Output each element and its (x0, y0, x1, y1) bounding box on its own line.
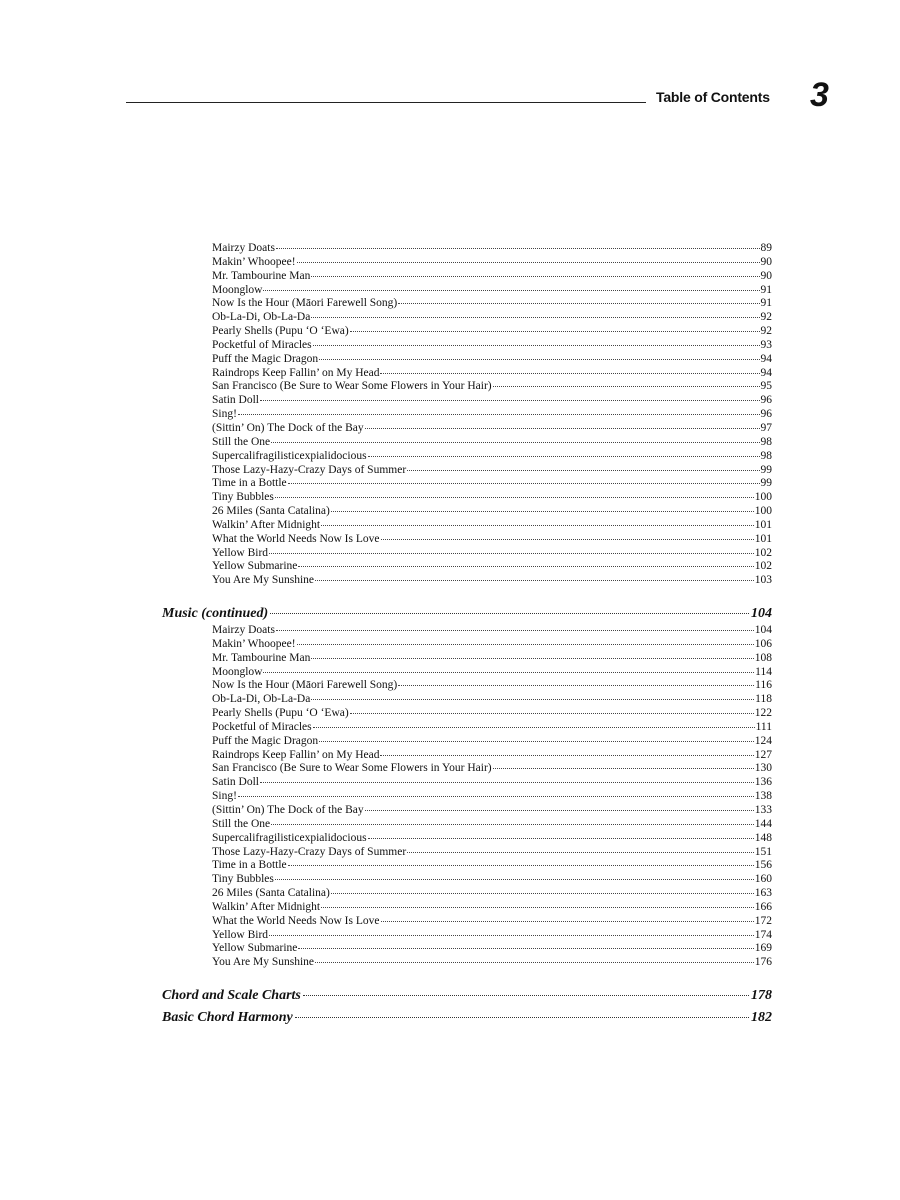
dot-leader (331, 893, 754, 894)
toc-entry (212, 284, 772, 298)
dot-leader (303, 995, 749, 996)
entry-page: 172 (754, 914, 772, 927)
toc-entry (212, 624, 772, 638)
entry-page: 92 (760, 325, 772, 338)
entry-title: 26 Miles (Santa Catalina) (212, 505, 330, 518)
entry-title: Time in a Bottle (212, 477, 287, 490)
entry-title: Tiny Bubbles (212, 873, 274, 886)
toc-entry (212, 679, 772, 693)
entry-title: Yellow Bird (212, 928, 269, 941)
toc-list-second (212, 624, 772, 970)
dot-leader (271, 824, 754, 825)
entry-page: 92 (760, 311, 772, 324)
header-title: Table of Contents (656, 89, 770, 105)
entry-page: 148 (754, 831, 772, 844)
toc-entry (212, 915, 772, 929)
section-basic-harmony (162, 1010, 772, 1026)
section-page: 178 (751, 988, 772, 1003)
toc-entry (212, 762, 772, 776)
dot-leader (365, 428, 760, 429)
entry-title: Time in a Bottle (212, 859, 287, 872)
dot-leader (381, 539, 754, 540)
entry-title: Mr. Tambourine Man (212, 651, 311, 664)
entry-page: 163 (754, 887, 772, 900)
toc-entry (212, 560, 772, 574)
dot-leader (319, 359, 759, 360)
dot-leader (288, 865, 754, 866)
entry-title: Raindrops Keep Fallin’ on My Head (212, 748, 380, 761)
entry-title: Puff the Magic Dragon (212, 352, 319, 365)
dot-leader (313, 727, 755, 728)
entry-title: Moonglow (212, 665, 263, 678)
entry-page: 96 (760, 408, 772, 421)
entry-page: 99 (760, 477, 772, 490)
toc-entry (212, 749, 772, 763)
entry-page: 98 (760, 435, 772, 448)
entry-title: Supercalifragilisticexpialidocious (212, 449, 367, 462)
entry-title: Supercalifragilisticexpialidocious (212, 831, 367, 844)
entry-page: 108 (754, 651, 772, 664)
entry-title: Now Is the Hour (Māori Farewell Song) (212, 297, 398, 310)
entry-page: 160 (754, 873, 772, 886)
entry-title: You Are My Sunshine (212, 574, 315, 587)
entry-title: Mairzy Doats (212, 242, 275, 254)
toc-entry (212, 721, 772, 735)
entry-title: Pocketful of Miracles (212, 720, 312, 733)
dot-leader (368, 838, 754, 839)
dot-leader (260, 400, 760, 401)
entry-title: Satin Doll (212, 394, 259, 407)
toc-entry (212, 380, 772, 394)
toc-entry (212, 638, 772, 652)
entry-title: You Are My Sunshine (212, 956, 315, 969)
entry-title: Pocketful of Miracles (212, 338, 312, 351)
dot-leader (263, 672, 754, 673)
entry-page: 144 (754, 817, 772, 830)
entry-page: 114 (755, 665, 772, 678)
entry-title: Mr. Tambourine Man (212, 269, 311, 282)
dot-leader (331, 511, 754, 512)
entry-title: Pearly Shells (Pupu ‘O ‘Ewa) (212, 707, 349, 720)
entry-title: Satin Doll (212, 776, 259, 789)
section-music (162, 606, 772, 622)
dot-leader (313, 345, 760, 346)
dot-leader (297, 262, 760, 263)
section-title: Music (continued) (162, 606, 269, 621)
entry-page: 118 (755, 693, 772, 706)
dot-leader (398, 303, 759, 304)
entry-title: Sing! (212, 790, 237, 803)
toc-entry (212, 394, 772, 408)
entry-title: (Sittin’ On) The Dock of the Bay (212, 803, 364, 816)
toc-entry (212, 436, 772, 450)
toc-entry (212, 533, 772, 547)
entry-page: 90 (760, 255, 772, 268)
entry-page: 101 (754, 518, 772, 531)
entry-title: San Francisco (Be Sure to Wear Some Flowers in Your Hair) (212, 380, 492, 393)
entry-page: 98 (760, 449, 772, 462)
entry-page: 97 (760, 421, 772, 434)
dot-leader (321, 525, 754, 526)
entry-page: 94 (760, 366, 772, 379)
entry-page: 96 (760, 394, 772, 407)
entry-page: 99 (760, 463, 772, 476)
toc-entry (212, 505, 772, 519)
toc-list-first (212, 242, 772, 588)
entry-title: Tiny Bubbles (212, 491, 274, 504)
entry-page: 104 (754, 624, 772, 636)
toc-entry (212, 887, 772, 901)
toc-entry (212, 707, 772, 721)
dot-leader (407, 852, 754, 853)
entry-page: 136 (754, 776, 772, 789)
dot-leader (407, 470, 759, 471)
entry-page: 93 (760, 338, 772, 351)
dot-leader (298, 948, 753, 949)
dot-leader (311, 317, 759, 318)
toc-entry (212, 339, 772, 353)
entry-title: Yellow Submarine (212, 560, 298, 573)
entry-page: 166 (754, 900, 772, 913)
entry-page: 176 (754, 956, 772, 969)
entry-page: 174 (754, 928, 772, 941)
dot-leader (381, 921, 754, 922)
entry-title: Ob-La-Di, Ob-La-Da (212, 693, 311, 706)
toc-entry (212, 547, 772, 561)
section-chord-charts (162, 988, 772, 1004)
toc-entry (212, 818, 772, 832)
header-rule (126, 102, 646, 103)
dot-leader (288, 483, 760, 484)
toc-entry (212, 776, 772, 790)
toc-entry (212, 846, 772, 860)
entry-page: 124 (754, 734, 772, 747)
dot-leader (298, 566, 753, 567)
toc-entry (212, 804, 772, 818)
entry-page: 116 (755, 679, 772, 692)
entry-title: Those Lazy-Hazy-Crazy Days of Summer (212, 845, 407, 858)
toc-entry (212, 408, 772, 422)
toc-entry (212, 735, 772, 749)
dot-leader (365, 810, 754, 811)
toc-entry (212, 929, 772, 943)
toc-entry (212, 832, 772, 846)
dot-leader (269, 935, 754, 936)
entry-page: 106 (754, 637, 772, 650)
toc-entry (212, 901, 772, 915)
entry-title: What the World Needs Now Is Love (212, 914, 380, 927)
entry-page: 133 (754, 803, 772, 816)
entry-title: Makin’ Whoopee! (212, 255, 296, 268)
entry-title: Puff the Magic Dragon (212, 734, 319, 747)
dot-leader (350, 713, 754, 714)
entry-title: Yellow Submarine (212, 942, 298, 955)
toc-entry (212, 693, 772, 707)
toc-entry (212, 450, 772, 464)
page-number: 3 (810, 76, 829, 114)
entry-page: 130 (754, 762, 772, 775)
toc-entry (212, 464, 772, 478)
entry-page: 100 (754, 491, 772, 504)
entry-title: Those Lazy-Hazy-Crazy Days of Summer (212, 463, 407, 476)
toc-entry (212, 652, 772, 666)
entry-page: 102 (754, 560, 772, 573)
entry-page: 127 (754, 748, 772, 761)
toc-entry (212, 942, 772, 956)
toc-entry (212, 666, 772, 680)
toc-entry (212, 353, 772, 367)
entry-title: Ob-La-Di, Ob-La-Da (212, 311, 311, 324)
toc-entry (212, 242, 772, 256)
dot-leader (380, 373, 759, 374)
toc-entry (212, 491, 772, 505)
dot-leader (398, 685, 754, 686)
dot-leader (269, 553, 754, 554)
entry-title: 26 Miles (Santa Catalina) (212, 887, 330, 900)
toc-entry (212, 297, 772, 311)
entry-title: Makin’ Whoopee! (212, 637, 296, 650)
dot-leader (260, 782, 754, 783)
entry-title: What the World Needs Now Is Love (212, 532, 380, 545)
entry-title: Yellow Bird (212, 546, 269, 559)
dot-leader (321, 907, 754, 908)
dot-leader (350, 331, 760, 332)
entry-title: Pearly Shells (Pupu ‘O ‘Ewa) (212, 325, 349, 338)
dot-leader (493, 386, 760, 387)
entry-page: 94 (760, 352, 772, 365)
dot-leader (263, 290, 759, 291)
entry-title: Still the One (212, 435, 271, 448)
dot-leader (297, 644, 754, 645)
entry-title: Mairzy Doats (212, 624, 275, 636)
dot-leader (238, 796, 754, 797)
dot-leader (295, 1017, 749, 1018)
toc-entry (212, 256, 772, 270)
toc-entry (212, 519, 772, 533)
dot-leader (276, 248, 760, 249)
entry-page: 169 (754, 942, 772, 955)
dot-leader (275, 497, 754, 498)
entry-page: 102 (754, 546, 772, 559)
dot-leader (368, 456, 760, 457)
dot-leader (311, 699, 754, 700)
dot-leader (275, 879, 754, 880)
toc-entry (212, 311, 772, 325)
toc-entry (212, 956, 772, 970)
dot-leader (311, 276, 759, 277)
section-title: Chord and Scale Charts (162, 988, 301, 1003)
dot-leader (311, 658, 753, 659)
toc-entry (212, 859, 772, 873)
dot-leader (315, 962, 754, 963)
toc-entry (212, 325, 772, 339)
entry-page: 138 (754, 790, 772, 803)
entry-title: Moonglow (212, 283, 263, 296)
toc-entry (212, 790, 772, 804)
toc-entry (212, 270, 772, 284)
entry-title: Walkin’ After Midnight (212, 518, 321, 531)
entry-page: 156 (754, 859, 772, 872)
entry-title: Sing! (212, 408, 237, 421)
dot-leader (315, 580, 754, 581)
toc-entry (212, 367, 772, 381)
dot-leader (319, 741, 754, 742)
section-page: 182 (751, 1010, 772, 1025)
dot-leader (380, 755, 753, 756)
dot-leader (270, 613, 749, 614)
toc-entry (212, 873, 772, 887)
dot-leader (271, 442, 759, 443)
entry-title: Walkin’ After Midnight (212, 900, 321, 913)
entry-title: Raindrops Keep Fallin’ on My Head (212, 366, 380, 379)
entry-page: 111 (755, 720, 772, 733)
entry-page: 122 (754, 707, 772, 720)
toc-entry (212, 422, 772, 436)
dot-leader (276, 630, 754, 631)
entry-title: San Francisco (Be Sure to Wear Some Flowers in Your Hair) (212, 762, 492, 775)
entry-title: Still the One (212, 817, 271, 830)
toc-entry (212, 574, 772, 588)
entry-page: 89 (760, 242, 772, 254)
toc-entry (212, 477, 772, 491)
entry-page: 90 (760, 269, 772, 282)
dot-leader (238, 414, 760, 415)
dot-leader (493, 768, 754, 769)
entry-page: 103 (754, 574, 772, 587)
entry-page: 95 (760, 380, 772, 393)
entry-page: 91 (760, 283, 772, 296)
entry-page: 91 (760, 297, 772, 310)
entry-title: (Sittin’ On) The Dock of the Bay (212, 421, 364, 434)
entry-title: Now Is the Hour (Māori Farewell Song) (212, 679, 398, 692)
entry-page: 100 (754, 505, 772, 518)
entry-page: 151 (754, 845, 772, 858)
section-title: Basic Chord Harmony (162, 1010, 293, 1025)
section-page: 104 (751, 606, 772, 621)
entry-page: 101 (754, 532, 772, 545)
